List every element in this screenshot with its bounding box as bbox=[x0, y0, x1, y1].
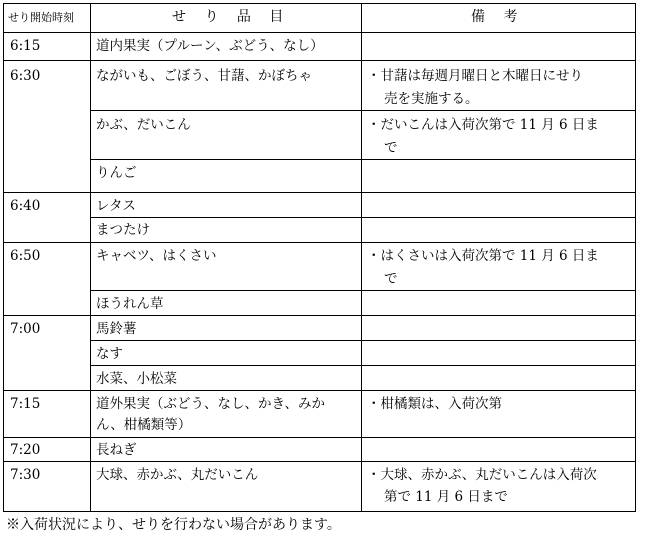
header-items: せ り 品 目 bbox=[172, 9, 291, 25]
time-cell: 6:40 bbox=[10, 198, 41, 214]
remark-line: ・大球、赤かぶ、丸だいこんは入荷次 bbox=[367, 467, 597, 483]
item-line: 道外果実（ぶどう、なし、かき、みか bbox=[96, 396, 325, 412]
time-cell: 7:20 bbox=[10, 442, 41, 458]
item-cell: ながいも、ごぼう、甘藷、かぼちゃ bbox=[96, 68, 312, 84]
item-cell: りんご bbox=[96, 165, 137, 181]
remark-line: で bbox=[384, 271, 398, 287]
item-cell: レタス bbox=[96, 198, 136, 214]
time-cell: 6:15 bbox=[10, 38, 41, 54]
time-cell: 6:50 bbox=[10, 248, 41, 264]
item-cell: ほうれん草 bbox=[96, 296, 164, 312]
item-cell: かぶ、だいこん bbox=[96, 117, 191, 133]
item-cell: 長ねぎ bbox=[96, 442, 137, 458]
item-cell: 馬鈴薯 bbox=[96, 321, 137, 337]
time-cell: 6:30 bbox=[10, 68, 41, 84]
remark-line: ・だいこんは入荷次第で 11 月 6 日ま bbox=[367, 117, 599, 133]
item-cell: なす bbox=[96, 346, 123, 362]
remark-line: 売を実施する。 bbox=[384, 91, 479, 107]
item-cell: 道内果実（プルーン、ぶどう、なし） bbox=[96, 38, 324, 54]
item-cell: 水菜、小松菜 bbox=[96, 371, 177, 387]
time-cell: 7:00 bbox=[10, 321, 41, 337]
footnote: ※入荷状況により、せりを行わない場合があります。 bbox=[6, 517, 341, 533]
item-cell: 大球、赤かぶ、丸だいこん bbox=[96, 467, 259, 483]
item-line: ん、柑橘類等） bbox=[96, 417, 192, 433]
remark-line: ・甘藷は毎週月曜日と木曜日にせり bbox=[367, 68, 583, 84]
remark-line: で bbox=[384, 140, 398, 156]
header-time: せり開始時刻 bbox=[8, 11, 74, 24]
item-cell: キャベツ、はくさい bbox=[96, 248, 217, 264]
remark-line: 第で 11 月 6 日まで bbox=[384, 489, 508, 505]
remark-line: ・はくさいは入荷次第で 11 月 6 日ま bbox=[367, 248, 599, 264]
remark-line: ・柑橘類は、入荷次第 bbox=[367, 396, 502, 412]
time-cell: 7:15 bbox=[10, 396, 41, 412]
time-cell: 7:30 bbox=[10, 467, 41, 483]
item-cell: まつたけ bbox=[96, 222, 150, 238]
header-remarks: 備 考 bbox=[471, 9, 525, 25]
